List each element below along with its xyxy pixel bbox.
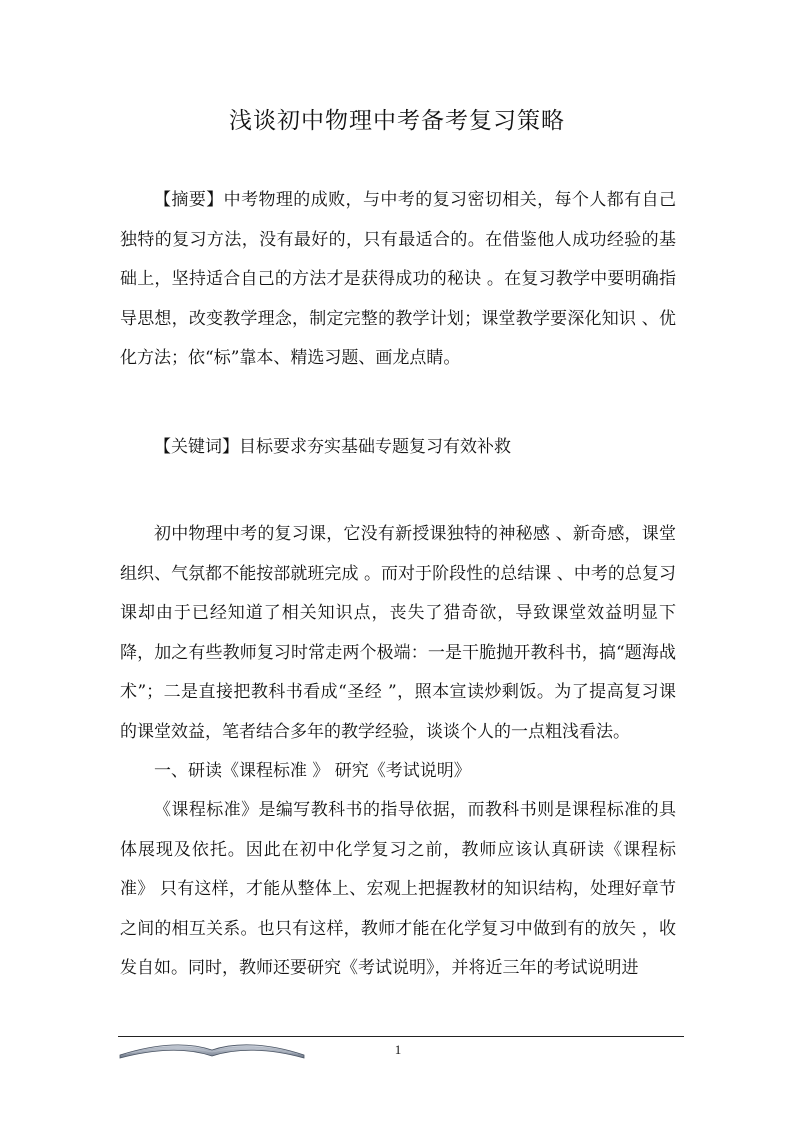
intro-paragraph: 初中物理中考的复习课，它没有新授课独特的神秘感 、新奇感，课堂组织、气氛都不能按部就班完成 。而对于阶段性的总结课 、中考的总复习课却由于已经知道了相关知识点，丧失了猎奇欲，导致课堂效益明显下降，加之有些教师复习时常走两个极端：一是干脆抛开教科书，搞“题海战术”；二是直接把教科书看成“圣经 ”，照本宣读炒剩饭。为了提高复习课的课堂效益，笔者结合多年的教学经验，谈谈个人的一点粗浅看法。 (120, 524, 676, 742)
open-book-icon (118, 1036, 306, 1060)
keywords-paragraph: 【关键词】目标要求夯实基础专题复习有效补救 (154, 437, 511, 457)
section-1-heading: 一、研读《课程标准 》 研究《考试说明》 (154, 761, 471, 781)
document-title: 浅谈初中物理中考备考复习策略 (229, 108, 565, 134)
section-1-paragraph: 《课程标准》是编写教科书的指导依据，而教科书则是课程标准的具体展现及依托。因此在初中化学复习之前，教师应该认真研读《课程标准》 只有这样，才能从整体上、宏观上把握教材的知识结构，处理好章节之间的相互关系。也只有这样，教师才能在化学复习中做到有的放矢 ，收发自如。同时，教师还要研究《考试说明》，并将近三年的考试说明进 (120, 800, 676, 978)
abstract-paragraph: 【摘要】中考物理的成败，与中考的复习密切相关，每个人都有自己独特的复习方法，没有最好的，只有最适合的。在借鉴他人成功经验的基础上，坚持适合自己的方法才是获得成功的秘诀 。在复习教学中要明确指导思想，改变教学理念，制定完整的教学计划；课堂教学要深化知识 、优化方法；依“标”靠本、精选习题、画龙点睛。 (120, 190, 676, 368)
page-number: 1 (394, 1042, 402, 1057)
